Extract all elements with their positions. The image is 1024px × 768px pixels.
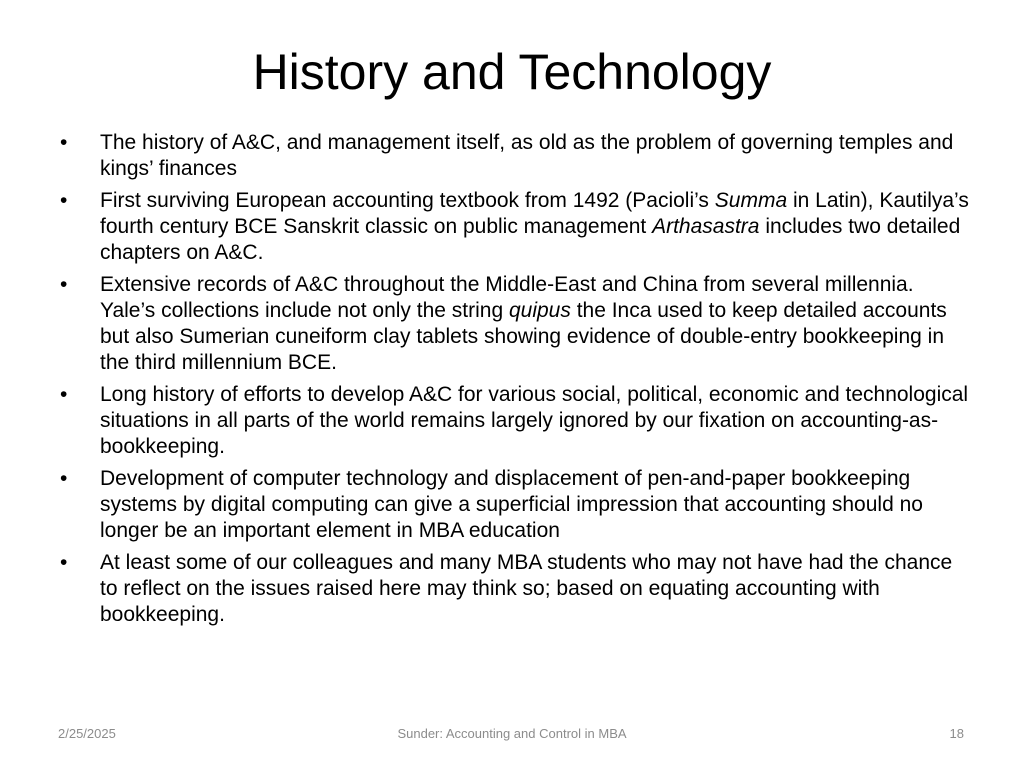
- bullet-dot-icon: •: [60, 551, 68, 574]
- bullet-list: [54, 130, 974, 634]
- bullet-text: First surviving European accounting textbook from 1492 (Pacioli’s: [100, 189, 715, 212]
- bullet-text: Long history of efforts to develop A&C for various social, political, economic and technological situations in all parts of the world remains largely ignored by our fixation on accounting-as-bookkeeping.: [100, 383, 969, 458]
- bullet-item: [54, 272, 974, 376]
- footer-title: Sunder: Accounting and Control in MBA: [397, 726, 627, 741]
- bullet-dot-icon: •: [60, 273, 68, 296]
- bullet-dot-icon: •: [60, 189, 68, 212]
- bullet-item: [54, 188, 974, 266]
- bullet-text: Extensive records of A&C throughout the Middle-East and China from several millennia. Yale’s collections include not only the string: [100, 273, 914, 322]
- footer-page-number: 18: [949, 726, 964, 741]
- footer-date: 2/25/2025: [58, 726, 116, 741]
- bullet-dot-icon: •: [60, 131, 68, 154]
- bullet-item: [54, 130, 974, 182]
- bullet-text: includes two detailed chapters on A&C.: [100, 215, 961, 264]
- bullet-item: [54, 382, 974, 460]
- bullet-text-italic: Summa: [714, 189, 788, 212]
- bullet-text-italic: Arthasastra: [652, 215, 760, 238]
- bullet-text: At least some of our colleagues and many MBA students who may not have had the chance to reflect on the issues raised here may think so; based on equating accounting with bookkeeping.: [100, 551, 953, 626]
- bullet-text-italic: quipus: [508, 299, 571, 322]
- slide-title: History and Technology: [252, 44, 772, 100]
- bullet-text: the Inca used to keep detailed accounts but also Sumerian cuneiform clay tablets showing evidence of double-entry bookkeeping in the third millennium BCE.: [100, 299, 947, 374]
- bullet-text: in Latin), Kautilya’s fourth century BCE Sanskrit classic on public management: [100, 189, 969, 238]
- bullet-item: [54, 466, 974, 544]
- bullet-dot-icon: •: [60, 467, 68, 490]
- bullet-text: The history of A&C, and management itself, as old as the problem of governing temples and kings’ finances: [100, 131, 954, 180]
- bullet-text: Development of computer technology and displacement of pen-and-paper bookkeeping systems by digital computing can give a superficial impression that accounting should no longer be an important element in MBA education: [100, 467, 923, 542]
- bullet-item: [54, 550, 974, 628]
- bullet-dot-icon: •: [60, 383, 68, 406]
